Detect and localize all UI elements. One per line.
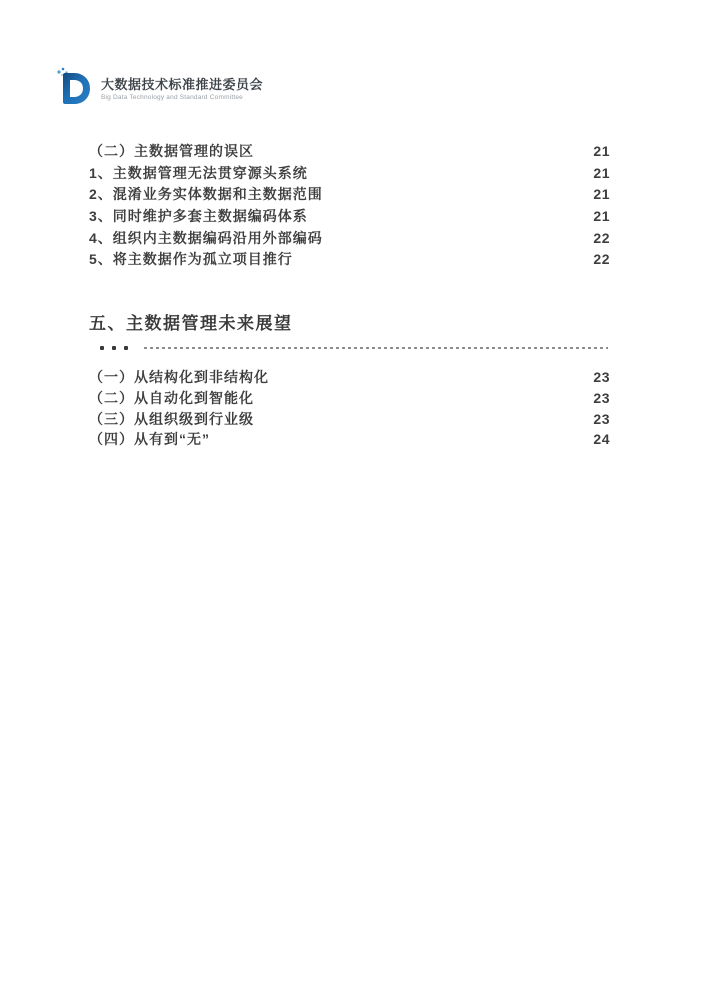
toc-entry-label: （四）从有到“无”	[89, 431, 210, 448]
divider-dot-icon	[100, 346, 104, 350]
toc-entry[interactable]	[89, 206, 610, 228]
toc-entry-label: （二）从自动化到智能化	[89, 389, 254, 406]
toc-entry-page: 21	[593, 164, 610, 181]
toc-entry[interactable]	[89, 249, 610, 271]
toc-entry[interactable]	[89, 409, 610, 430]
logo-name-cn: 大数据技术标准推进委员会	[101, 77, 264, 92]
section-heading: 五、主数据管理未来展望	[89, 314, 293, 333]
divider-dot-icon	[112, 346, 116, 350]
divider-dashed-line	[144, 347, 608, 349]
toc-entry-label: 4、组织内主数据编码沿用外部编码	[89, 229, 323, 246]
toc-entry[interactable]	[89, 228, 610, 250]
toc-entry-label: （一）从结构化到非结构化	[89, 369, 269, 385]
toc-entry[interactable]	[89, 163, 610, 185]
toc-entry[interactable]	[89, 388, 610, 409]
section-divider	[100, 345, 608, 351]
toc-entry-page: 24	[593, 431, 610, 448]
logo-name-en: Big Data Technology and Standard Committee	[101, 94, 243, 101]
toc-entry-label: （二）主数据管理的误区	[89, 143, 254, 159]
toc-group-1	[89, 141, 610, 271]
divider-dot-icon	[124, 346, 128, 350]
toc-entry-label: 2、混淆业务实体数据和主数据范围	[89, 186, 323, 203]
toc-entry-page: 23	[593, 389, 610, 406]
toc-entry-page: 22	[593, 229, 610, 246]
toc-entry-page: 22	[593, 251, 610, 268]
toc-entry-label: 1、主数据管理无法贯穿源头系统	[89, 164, 308, 181]
toc-entry-label: 5、将主数据作为孤立项目推行	[89, 251, 293, 268]
toc-entry-page: 21	[593, 208, 610, 225]
toc-entry-page: 23	[593, 369, 610, 385]
toc-entry-page: 21	[593, 143, 610, 159]
toc-entry-page: 23	[593, 410, 610, 427]
toc-entry-page: 21	[593, 186, 610, 203]
toc-entry[interactable]	[89, 429, 610, 450]
toc-group-2	[89, 367, 610, 450]
committee-logo	[56, 64, 263, 108]
toc-entry-label: （三）从组织级到行业级	[89, 410, 254, 427]
logo-d-icon	[56, 64, 92, 108]
toc-entry[interactable]	[89, 367, 610, 388]
toc-entry[interactable]	[89, 141, 610, 163]
toc-entry[interactable]	[89, 184, 610, 206]
logo-text-block	[101, 71, 263, 101]
toc-entry-label: 3、同时维护多套主数据编码体系	[89, 208, 308, 225]
